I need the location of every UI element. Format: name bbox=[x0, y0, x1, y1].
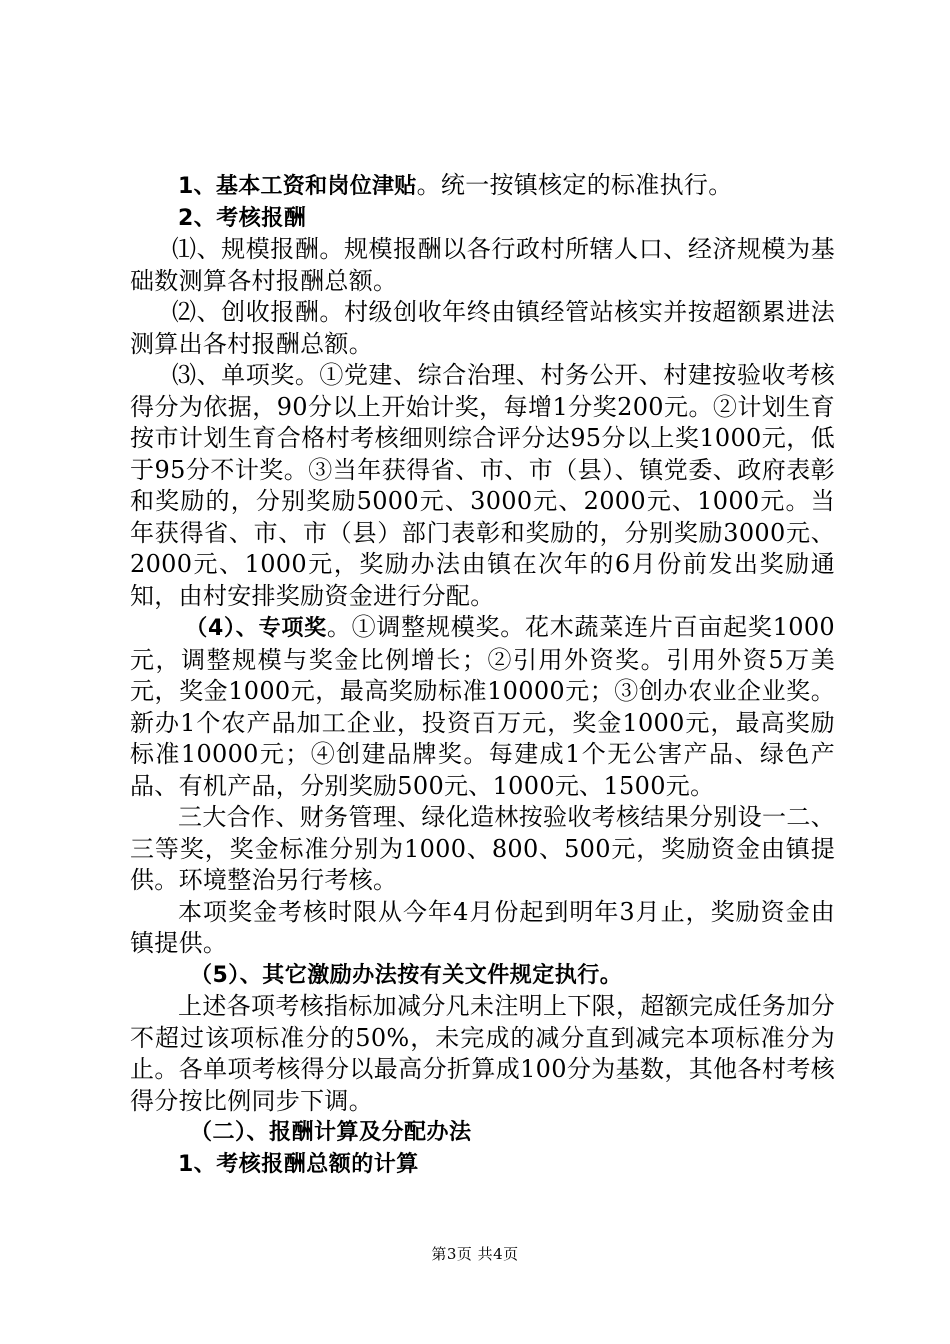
special-award-text: 。①调整规模奖。花木蔬菜连片百亩起奖1000元，调整规模与奖金比例增长；②引用外资奖。引用外资5万美元，奖金1000元，最高奖励标准10000元；③创办农业企业奖。新办1个农产品加工企业，投资百万元，奖金1000元，最高奖励标准10000元；④创建品牌奖。每建成1个无公害产品、绿色产品、有机产品，分别奖励500元、1000元、1500元。 bbox=[130, 613, 835, 800]
paragraph-cooperation: 三大合作、财务管理、绿化造林按验收考核结果分别设一二、三等奖，奖金标准分别为1000、800、500元，奖励资金由镇提供。环境整治另行考核。 bbox=[130, 803, 835, 894]
paragraph-single-award: ⑶、单项奖。①党建、综合治理、村务公开、村建按验收考核得分为依据，90分以上开始计奖，每增1分奖200元。②计划生育按市计划生育合格村考核细则综合评分达95分以上奖1000元，低于95分不计奖。③当年获得省、市、市（县）、镇党委、政府表彰和奖励的，分别奖励5000元、3000元、2000元、1000元。当年获得省、市、市（县）部门表彰和奖励的，分别奖励3000元、2000元、1000元，奖励办法由镇在次年的6月份前发出奖励通知，由村安排奖励资金进行分配。 bbox=[130, 361, 835, 610]
paragraph-special-award bbox=[130, 612, 835, 802]
heading-calculation-method: （二）、报酬计算及分配办法 bbox=[190, 1120, 472, 1145]
heading-basic-wage: 1、基本工资和岗位津贴 bbox=[178, 174, 417, 199]
heading-assessment-pay: 2、考核报酬 bbox=[178, 205, 307, 231]
paragraph-score-limits: 上述各项考核指标加减分凡未注明上下限，超额完成任务加分不超过该项标准分的50%，未完成的减分直到减完本项标准分为止。各单项考核得分以最高分折算成100分为基数，其他各村考核得分按比例同步下调。 bbox=[130, 992, 835, 1115]
document-body bbox=[130, 170, 835, 1180]
paragraph-basic-wage bbox=[130, 170, 835, 203]
page-number-footer: 第3页 共4页 bbox=[431, 1245, 519, 1263]
heading-total-calculation: 1、考核报酬总额的计算 bbox=[178, 1151, 419, 1177]
heading-special-award: （4）、专项奖 bbox=[185, 616, 327, 641]
basic-wage-text: 。统一按镇核定的标准执行。 bbox=[416, 171, 733, 199]
heading-other-incentives: （5）、其它激励办法按有关文件规定执行。 bbox=[190, 962, 623, 988]
paragraph-period: 本项奖金考核时限从今年4月份起到明年3月止，奖励资金由镇提供。 bbox=[130, 897, 835, 957]
paragraph-income-pay: ⑵、创收报酬。村级创收年终由镇经管站核实并按超额累进法测算出各村报酬总额。 bbox=[130, 298, 835, 358]
paragraph-scale-pay: ⑴、规模报酬。规模报酬以各行政村所辖人口、经济规模为基础数测算各村报酬总额。 bbox=[130, 235, 835, 295]
